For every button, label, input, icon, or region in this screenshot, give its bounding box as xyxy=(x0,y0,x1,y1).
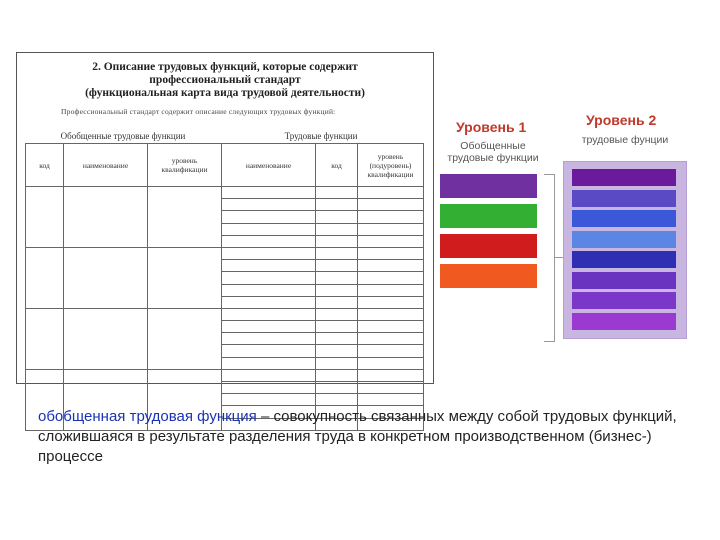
table-cell xyxy=(316,369,358,381)
functions-table xyxy=(25,143,424,431)
table-cell xyxy=(222,333,316,345)
document-title-line-2: профессиональный стандарт xyxy=(149,74,301,86)
column-header: уровень (подуровень) квалификации xyxy=(358,144,424,187)
level-1-function-block xyxy=(440,234,537,258)
table-cell xyxy=(358,345,424,357)
level-2-function-block xyxy=(572,313,676,330)
table-cell xyxy=(358,357,424,369)
document-title-line-3: (функциональная карта вида трудовой деятельности) xyxy=(85,87,365,99)
table-cell xyxy=(358,247,424,259)
table-cell xyxy=(26,187,64,248)
table-cell xyxy=(358,321,424,333)
column-header: код xyxy=(26,144,64,187)
level-1-subtitle: Обобщенные трудовые функции xyxy=(447,140,539,164)
column-header: наименование xyxy=(222,144,316,187)
level-1-function-block xyxy=(440,264,537,288)
table-cell xyxy=(222,345,316,357)
table-cell xyxy=(26,308,64,369)
group-header-labor: Трудовые функции xyxy=(284,131,358,141)
table-cell xyxy=(358,272,424,284)
table-cell xyxy=(148,187,222,248)
level-2-function-block xyxy=(572,272,676,289)
table-cell xyxy=(358,333,424,345)
table-header-row xyxy=(26,144,424,187)
table-row xyxy=(26,308,424,320)
table-cell xyxy=(358,296,424,308)
table-cell xyxy=(358,308,424,320)
table-cell xyxy=(316,296,358,308)
table-cell xyxy=(148,308,222,369)
table-cell xyxy=(148,247,222,308)
table-cell xyxy=(358,382,424,394)
bracket-connector xyxy=(544,174,555,342)
table-cell xyxy=(64,308,148,369)
level-2-function-block xyxy=(572,210,676,227)
table-cell xyxy=(358,369,424,381)
document-title-line-1: 2. Описание трудовых функций, которые содержит xyxy=(92,61,358,73)
level-2-function-block xyxy=(572,251,676,268)
document-intro: Профессиональный стандарт содержит описание следующих трудовых функций: xyxy=(61,107,336,116)
table-cell xyxy=(26,247,64,308)
level-2-function-block xyxy=(572,231,676,248)
table-cell xyxy=(222,321,316,333)
table-row xyxy=(26,247,424,259)
table-cell xyxy=(316,187,358,199)
table-cell xyxy=(316,321,358,333)
table-cell xyxy=(222,235,316,247)
table-cell xyxy=(222,260,316,272)
table-cell xyxy=(222,211,316,223)
table-cell xyxy=(358,187,424,199)
table-cell xyxy=(222,284,316,296)
table-cell xyxy=(316,235,358,247)
table-cell xyxy=(222,394,316,406)
table-cell xyxy=(316,345,358,357)
table-cell xyxy=(222,369,316,381)
table-cell xyxy=(316,394,358,406)
table-cell xyxy=(222,296,316,308)
table-row xyxy=(26,369,424,381)
definition-term: обобщенная трудовая функция xyxy=(38,408,257,425)
column-header: уровень квалификации xyxy=(148,144,222,187)
table-cell xyxy=(64,187,148,248)
table-cell xyxy=(222,247,316,259)
table-cell xyxy=(358,223,424,235)
table-cell xyxy=(358,260,424,272)
column-header: код xyxy=(316,144,358,187)
level-2-subtitle: трудовые фунции xyxy=(581,134,669,146)
level-2-function-block xyxy=(572,190,676,207)
bracket-connector-arm xyxy=(554,257,563,258)
document-scan xyxy=(16,52,434,384)
table-cell xyxy=(358,235,424,247)
level-2-title: Уровень 2 xyxy=(586,112,657,128)
table-cell xyxy=(316,333,358,345)
group-header-generalized: Обобщенные трудовые функции xyxy=(60,131,186,141)
table-cell xyxy=(316,260,358,272)
column-header: наименование xyxy=(64,144,148,187)
table-cell xyxy=(222,187,316,199)
table-cell xyxy=(222,357,316,369)
definition-body: – совокупность связанных между собой трудовых функций, сложившаяся в результате разделения труда в конкретном производственном (бизнес-) процессе xyxy=(38,408,677,465)
level-1-function-block xyxy=(440,174,537,198)
table-cell xyxy=(64,247,148,308)
level-2-function-block xyxy=(572,292,676,309)
table-row xyxy=(26,187,424,199)
table-cell xyxy=(316,272,358,284)
table-cell xyxy=(316,211,358,223)
table-cell xyxy=(316,308,358,320)
table-cell xyxy=(222,199,316,211)
table-cell xyxy=(222,272,316,284)
table-cell xyxy=(222,223,316,235)
definition-text xyxy=(38,407,698,467)
table-cell xyxy=(316,223,358,235)
table-cell xyxy=(316,357,358,369)
table-cell xyxy=(316,284,358,296)
document-title xyxy=(17,61,433,100)
table-cell xyxy=(222,382,316,394)
table-cell xyxy=(316,382,358,394)
table-cell xyxy=(316,199,358,211)
table-cell xyxy=(316,247,358,259)
table-cell xyxy=(358,394,424,406)
table-cell xyxy=(358,199,424,211)
table-cell xyxy=(358,284,424,296)
level-1-function-block xyxy=(440,204,537,228)
level-1-title: Уровень 1 xyxy=(456,119,527,135)
table-cell xyxy=(358,211,424,223)
table-cell xyxy=(222,308,316,320)
level-2-function-block xyxy=(572,169,676,186)
